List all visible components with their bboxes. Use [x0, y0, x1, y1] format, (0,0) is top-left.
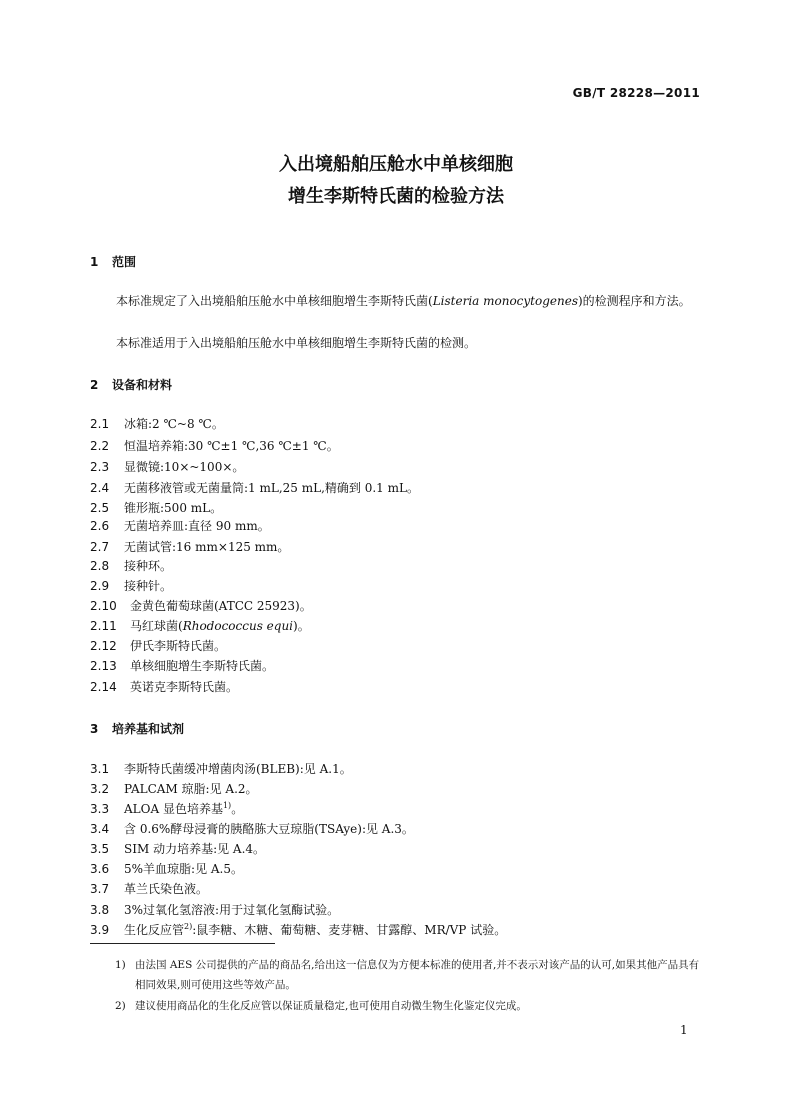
item-text: 含 0.6%酵母浸膏的胰酪胨大豆琼脂(TSAye):见 A.3。 [124, 822, 414, 836]
item-number: 3.5 [90, 842, 110, 856]
section-title: 设备和材料 [112, 378, 173, 392]
item-number: 2.12 [90, 639, 117, 653]
list-item [90, 539, 702, 555]
list-item [90, 438, 702, 454]
item-number: 2.4 [90, 481, 110, 495]
footnote-number: 2) [115, 1000, 126, 1012]
item-text: 接种针。 [124, 579, 173, 593]
list-item [90, 781, 702, 797]
list-item [90, 598, 702, 614]
item-text: 无菌移液管或无菌量筒:1 mL,25 mL,精确到 0.1 mL。 [124, 481, 419, 495]
standard-code: GB/T 28228—2011 [572, 86, 700, 100]
list-item [90, 518, 702, 534]
footnote-2 [115, 996, 705, 1016]
list-item [90, 638, 702, 654]
item-number: 3.2 [90, 782, 110, 796]
section-title: 范围 [112, 255, 137, 269]
item-number: 2.11 [90, 619, 117, 633]
item-text: 锥形瓶:500 mL。 [124, 501, 223, 515]
list-item [90, 480, 702, 496]
item-text: SIM 动力培养基:见 A.4。 [124, 842, 266, 856]
item-number: 3.3 [90, 802, 110, 816]
item-number: 2.1 [90, 417, 110, 431]
item-text: 5%羊血琼脂:见 A.5。 [124, 862, 244, 876]
section-number: 1 [90, 255, 99, 269]
item-text: 伊氏李斯特氏菌。 [130, 639, 227, 653]
item-text: 单核细胞增生李斯特氏菌。 [130, 659, 275, 673]
list-item [90, 801, 702, 817]
section-3-heading [90, 720, 184, 737]
text-run: )的检测程序和方法。 [578, 294, 691, 308]
item-number: 3.1 [90, 762, 110, 776]
footnote-ref: 1) [222, 801, 232, 810]
item-text: 接种环。 [124, 559, 173, 573]
list-item [90, 861, 702, 877]
item-text: :鼠李糖、木糖、葡萄糖、麦芽糖、甘露醇、MR/VP 试验。 [192, 923, 507, 937]
item-number: 2.5 [90, 501, 110, 515]
scope-paragraph-1 [90, 290, 702, 312]
item-number: 3.7 [90, 882, 110, 896]
list-item [90, 841, 702, 857]
item-number: 2.7 [90, 540, 110, 554]
text-run: 本标准规定了入出境船舶压舱水中单核细胞增生李斯特氏菌( [116, 294, 433, 308]
item-text: 李斯特氏菌缓冲增菌肉汤(BLEB):见 A.1。 [124, 762, 352, 776]
footnote-divider [90, 943, 275, 944]
item-number: 3.6 [90, 862, 110, 876]
item-text: )。 [293, 619, 310, 633]
footnote-text: 由法国 AES 公司提供的产品的商品名,给出这一信息仅为方便本标准的使用者,并不表示对该产品的认可,如果其他产品具有相同效果,则可使用这些等效产品。 [135, 959, 700, 991]
scope-paragraph-2: 本标准适用于入出境船舶压舱水中单核细胞增生李斯特氏菌的检测。 [116, 336, 477, 350]
footnote-1 [115, 955, 705, 995]
page-number: 1 [680, 1023, 688, 1037]
list-item [90, 881, 702, 897]
item-text: 马红球菌( [130, 619, 183, 633]
list-item [90, 618, 702, 634]
section-2-heading [90, 376, 172, 393]
item-text: ALOA 显色培养基 [124, 802, 223, 816]
footnote-number: 1) [115, 959, 126, 971]
item-text: 恒温培养箱:30 ℃±1 ℃,36 ℃±1 ℃。 [124, 439, 339, 453]
item-text: 革兰氏染色液。 [124, 882, 209, 896]
item-text: 显微镜:10×~100×。 [124, 460, 245, 474]
item-number: 2.9 [90, 579, 110, 593]
item-number: 2.8 [90, 559, 110, 573]
list-item [90, 500, 702, 516]
item-number: 3.8 [90, 903, 110, 917]
latin-species-name: Rhodococcus equi [182, 619, 294, 633]
list-item [90, 416, 702, 432]
item-text: 英诺克李斯特氏菌。 [130, 680, 239, 694]
item-number: 2.6 [90, 519, 110, 533]
latin-species-name: Listeria monocytogenes [432, 294, 578, 308]
item-number: 3.4 [90, 822, 110, 836]
document-title-line-2: 增生李斯特氏菌的检验方法 [288, 186, 504, 207]
list-item [90, 578, 702, 594]
list-item [90, 922, 702, 938]
section-number: 3 [90, 722, 99, 736]
item-number: 2.10 [90, 599, 117, 613]
item-number: 2.2 [90, 439, 110, 453]
list-item [90, 761, 702, 777]
list-item [90, 821, 702, 837]
item-text: 生化反应管 [124, 923, 185, 937]
item-text: 无菌培养皿:直径 90 mm。 [124, 519, 270, 533]
item-number: 2.13 [90, 659, 117, 673]
section-1-heading [90, 253, 136, 270]
list-item [90, 658, 702, 674]
item-text: 冰箱:2 ℃~8 ℃。 [124, 417, 224, 431]
item-text: 。 [231, 802, 244, 816]
footnote-text: 建议使用商品化的生化反应管以保证质量稳定,也可使用自动微生物生化鉴定仪完成。 [135, 1000, 527, 1012]
list-item [90, 902, 702, 918]
document-title-line-1: 入出境船舶压舱水中单核细胞 [279, 154, 513, 175]
item-text: PALCAM 琼脂:见 A.2。 [124, 782, 258, 796]
section-number: 2 [90, 378, 99, 392]
item-text: 3%过氧化氢溶液:用于过氧化氢酶试验。 [124, 903, 340, 917]
section-title: 培养基和试剂 [112, 722, 185, 736]
list-item [90, 679, 702, 695]
list-item [90, 558, 702, 574]
item-number: 3.9 [90, 923, 110, 937]
item-number: 2.3 [90, 460, 110, 474]
footnote-ref: 2) [184, 922, 193, 931]
item-number: 2.14 [90, 680, 117, 694]
item-text: 金黄色葡萄球菌(ATCC 25923)。 [130, 599, 312, 613]
list-item [90, 459, 702, 475]
item-text: 无菌试管:16 mm×125 mm。 [124, 540, 290, 554]
